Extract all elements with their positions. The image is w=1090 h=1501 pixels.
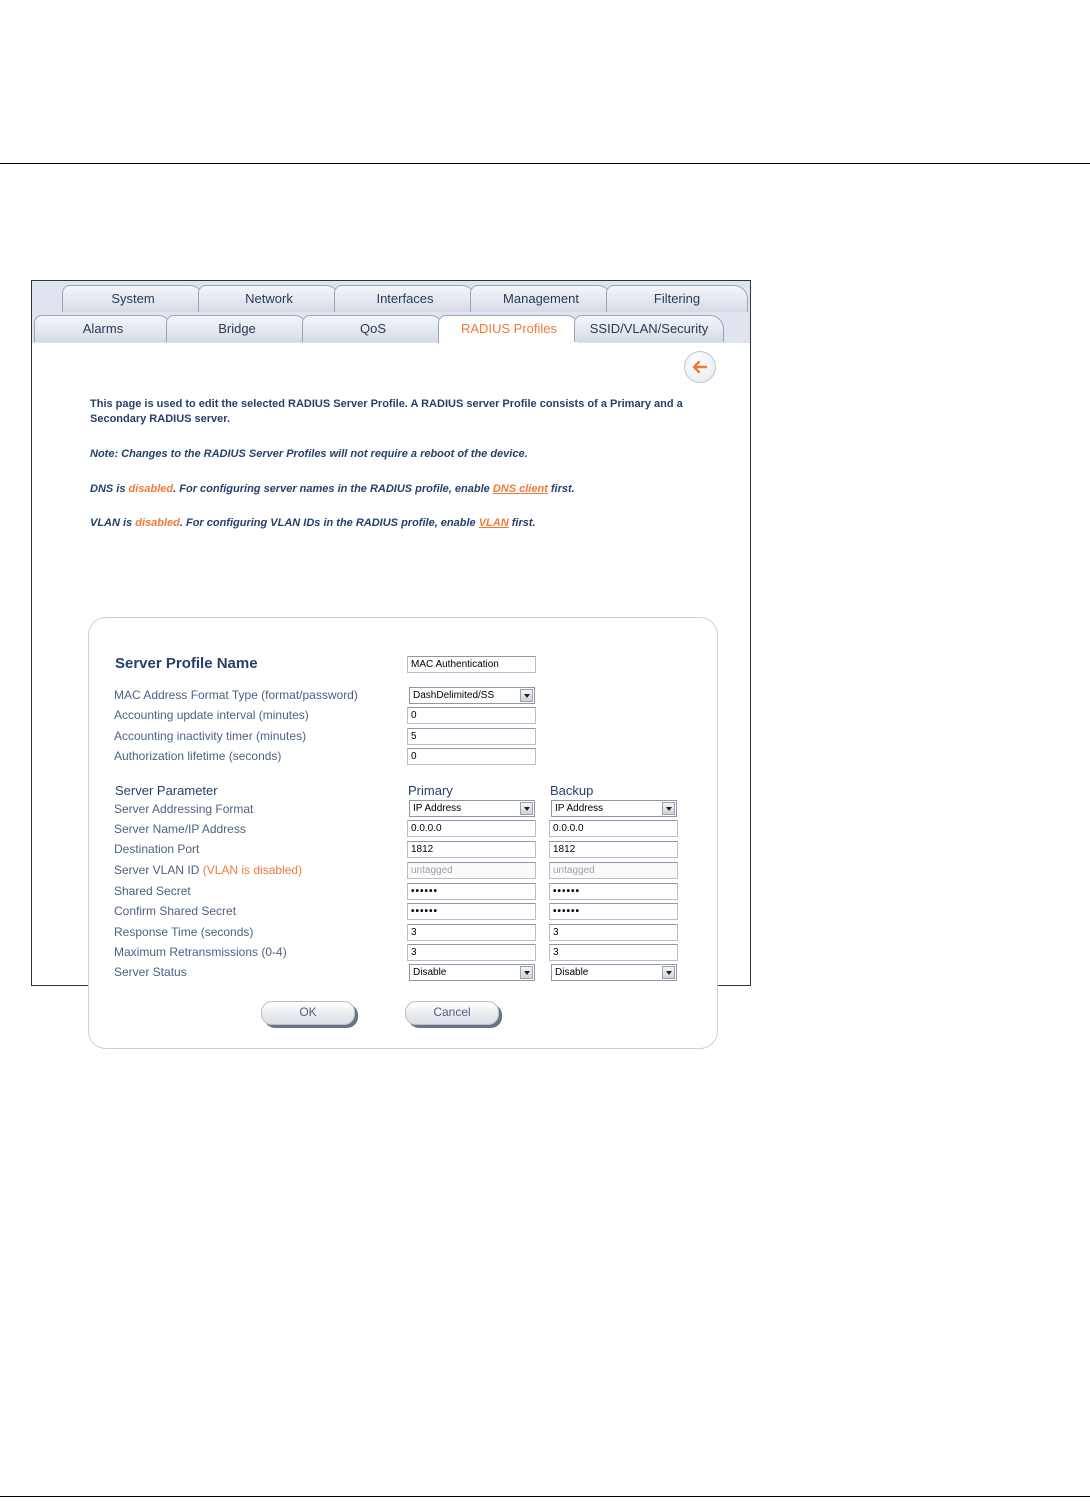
app-window bbox=[31, 280, 751, 1019]
server-vlan-id-label bbox=[114, 863, 302, 877]
server-vlan-id-backup-input: untagged bbox=[549, 862, 678, 879]
vlan-warning-prefix: VLAN is bbox=[90, 517, 136, 529]
server-status-backup-value: Disable bbox=[555, 967, 589, 978]
response-time-backup-input[interactable]: 3 bbox=[549, 924, 678, 941]
ok-button[interactable]: OK bbox=[261, 1001, 355, 1025]
addressing-format-label: Server Addressing Format bbox=[114, 802, 254, 816]
destination-port-backup-input[interactable]: 1812 bbox=[549, 841, 678, 858]
dns-client-link[interactable]: DNS client bbox=[492, 483, 548, 495]
note-text: Note: Changes to the RADIUS Server Profiles will not require a reboot of the device. bbox=[90, 448, 528, 460]
vlan-disabled-note: (VLAN is disabled) bbox=[202, 863, 303, 877]
tab-alarms[interactable]: Alarms bbox=[34, 315, 172, 342]
tab-row-2 bbox=[32, 312, 750, 343]
server-name-ip-label: Server Name/IP Address bbox=[114, 822, 246, 836]
addressing-format-primary-value: IP Address bbox=[413, 803, 462, 814]
shared-secret-backup-input[interactable]: •••••• bbox=[549, 883, 678, 900]
addressing-format-backup-select[interactable] bbox=[551, 800, 677, 817]
backup-heading: Backup bbox=[550, 783, 594, 798]
max-retrans-backup-input[interactable]: 3 bbox=[549, 944, 678, 961]
tab-ssid-vlan-security[interactable]: SSID/VLAN/Security bbox=[574, 315, 724, 342]
tab-qos[interactable]: QoS bbox=[302, 315, 444, 342]
destination-port-primary-input[interactable]: 1812 bbox=[407, 841, 536, 858]
intro-text: This page is used to edit the selected RADIUS Server Profile. A RADIUS server Profile consists of a Primary and a Secondary RADIUS server. bbox=[90, 398, 683, 425]
max-retrans-primary-input[interactable]: 3 bbox=[407, 944, 536, 961]
confirm-secret-backup-input[interactable]: •••••• bbox=[549, 903, 678, 920]
server-status-backup-select[interactable] bbox=[551, 964, 677, 981]
server-vlan-id-text: Server VLAN ID bbox=[114, 863, 200, 877]
tab-management[interactable]: Management bbox=[470, 285, 612, 312]
mac-format-select[interactable] bbox=[409, 687, 535, 704]
addressing-format-backup-value: IP Address bbox=[555, 803, 604, 814]
vlan-status: disabled bbox=[135, 517, 180, 529]
mac-format-label: MAC Address Format Type (format/password) bbox=[114, 688, 358, 702]
server-status-primary-value: Disable bbox=[413, 967, 447, 978]
tab-radius-profiles[interactable]: RADIUS Profiles bbox=[438, 315, 580, 343]
acct-update-label: Accounting update interval (minutes) bbox=[114, 708, 309, 722]
shared-secret-label: Shared Secret bbox=[114, 884, 191, 898]
server-name-ip-primary-input[interactable]: 0.0.0.0 bbox=[407, 820, 536, 837]
chevron-down-icon bbox=[520, 966, 533, 979]
tab-interfaces[interactable]: Interfaces bbox=[334, 285, 476, 312]
server-parameter-heading: Server Parameter bbox=[115, 783, 218, 798]
page-bottom-rule bbox=[0, 1496, 1090, 1497]
max-retrans-label: Maximum Retransmissions (0-4) bbox=[114, 945, 287, 959]
server-name-ip-backup-input[interactable]: 0.0.0.0 bbox=[549, 820, 678, 837]
tab-row-1 bbox=[32, 281, 750, 312]
tab-system[interactable]: System bbox=[62, 285, 204, 312]
server-status-primary-select[interactable] bbox=[409, 964, 535, 981]
back-arrow-icon bbox=[691, 358, 709, 376]
response-time-primary-input[interactable]: 3 bbox=[407, 924, 536, 941]
dns-status: disabled bbox=[128, 483, 174, 495]
response-time-label: Response Time (seconds) bbox=[114, 925, 254, 939]
chevron-down-icon bbox=[520, 689, 533, 702]
chevron-down-icon bbox=[662, 802, 675, 815]
auth-lifetime-input[interactable]: 0 bbox=[407, 748, 536, 765]
acct-update-input[interactable]: 0 bbox=[407, 707, 536, 724]
tab-bridge[interactable]: Bridge bbox=[166, 315, 308, 342]
profile-name-label: Server Profile Name bbox=[115, 655, 258, 672]
vlan-warning bbox=[90, 516, 690, 531]
auth-lifetime-label: Authorization lifetime (seconds) bbox=[114, 749, 282, 763]
content-area bbox=[32, 343, 750, 1019]
chevron-down-icon bbox=[662, 966, 675, 979]
primary-heading: Primary bbox=[408, 783, 453, 798]
dns-warning-prefix: DNS is bbox=[90, 483, 129, 495]
profile-name-input[interactable]: MAC Authentication bbox=[407, 656, 536, 673]
acct-inactivity-input[interactable]: 5 bbox=[407, 728, 536, 745]
page-top-rule bbox=[0, 163, 1090, 164]
confirm-secret-primary-input[interactable]: •••••• bbox=[407, 903, 536, 920]
server-status-label: Server Status bbox=[114, 965, 187, 979]
acct-inactivity-label: Accounting inactivity timer (minutes) bbox=[114, 729, 307, 743]
tab-network[interactable]: Network bbox=[198, 285, 340, 312]
tab-bar bbox=[32, 281, 750, 343]
vlan-warning-mid: . For configuring VLAN IDs in the RADIUS profile, enable bbox=[179, 517, 479, 529]
form-panel bbox=[88, 617, 718, 1049]
shared-secret-primary-input[interactable]: •••••• bbox=[407, 883, 536, 900]
confirm-secret-label: Confirm Shared Secret bbox=[114, 904, 237, 918]
addressing-format-primary-select[interactable] bbox=[409, 800, 535, 817]
mac-format-value: DashDelimited/SS bbox=[413, 690, 495, 701]
dns-warning-suffix: first. bbox=[547, 483, 575, 495]
destination-port-label: Destination Port bbox=[114, 842, 200, 856]
server-vlan-id-primary-input: untagged bbox=[407, 862, 536, 879]
chevron-down-icon bbox=[520, 802, 533, 815]
cancel-button[interactable]: Cancel bbox=[405, 1001, 499, 1025]
tab-filtering[interactable]: Filtering bbox=[606, 285, 748, 312]
dns-warning-mid: . For configuring server names in the RADIUS profile, enable bbox=[173, 483, 493, 495]
dns-warning bbox=[90, 482, 690, 497]
vlan-warning-suffix: first. bbox=[508, 517, 536, 529]
vlan-link[interactable]: VLAN bbox=[478, 517, 509, 529]
back-button[interactable] bbox=[684, 351, 716, 383]
